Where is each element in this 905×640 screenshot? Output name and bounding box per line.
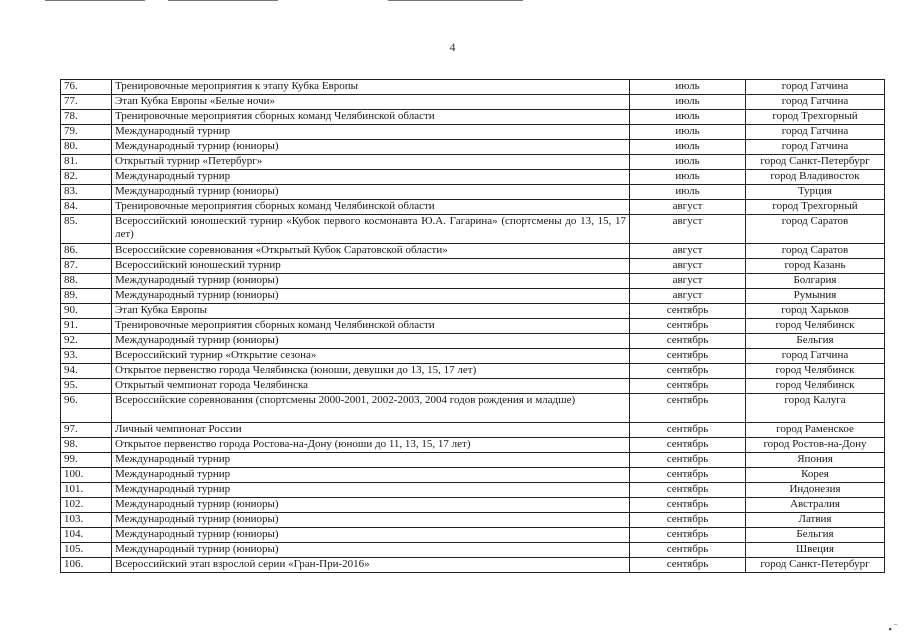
event-name-cell: Этап Кубка Европы	[112, 304, 630, 319]
row-number-cell: 85.	[61, 215, 112, 244]
row-number-cell: 98.	[61, 438, 112, 453]
row-number-cell: 83.	[61, 185, 112, 200]
row-number-cell: 86.	[61, 244, 112, 259]
row-number-cell: 96.	[61, 394, 112, 423]
table-row	[61, 95, 885, 110]
event-place-cell: город Трехгорный	[746, 110, 885, 125]
event-name-cell: Этап Кубка Европы «Белые ночи»	[112, 95, 630, 110]
table-row	[61, 244, 885, 259]
row-number-cell: 102.	[61, 498, 112, 513]
event-month-cell: август	[630, 259, 746, 274]
event-place-cell: город Санкт-Петербург	[746, 155, 885, 170]
event-place-cell: Бельгия	[746, 334, 885, 349]
event-month-cell: август	[630, 215, 746, 244]
row-number-cell: 91.	[61, 319, 112, 334]
table-row	[61, 319, 885, 334]
row-number-cell: 89.	[61, 289, 112, 304]
events-schedule-body	[61, 80, 885, 573]
events-schedule-table	[60, 79, 885, 573]
event-place-cell: Корея	[746, 468, 885, 483]
row-number-cell: 78.	[61, 110, 112, 125]
event-name-cell: Всероссийские соревнования «Открытый Кубок Саратовской области»	[112, 244, 630, 259]
row-number-cell: 105.	[61, 543, 112, 558]
row-number-cell: 87.	[61, 259, 112, 274]
event-name-cell: Всероссийский юношеский турнир «Кубок первого космонавта Ю.А. Гагарина» (спортсмены до 13, 15, 17 лет)	[112, 215, 630, 244]
table-row	[61, 394, 885, 423]
table-row	[61, 155, 885, 170]
row-number-cell: 104.	[61, 528, 112, 543]
table-row	[61, 349, 885, 364]
row-number-cell: 90.	[61, 304, 112, 319]
row-number-cell: 101.	[61, 483, 112, 498]
event-place-cell: Япония	[746, 453, 885, 468]
event-place-cell: город Калуга	[746, 394, 885, 423]
event-month-cell: сентябрь	[630, 334, 746, 349]
event-month-cell: сентябрь	[630, 394, 746, 423]
event-place-cell: Австралия	[746, 498, 885, 513]
event-name-cell: Тренировочные мероприятия сборных команд Челябинской области	[112, 110, 630, 125]
event-name-cell: Международный турнир (юниоры)	[112, 543, 630, 558]
event-place-cell: Турция	[746, 185, 885, 200]
table-row	[61, 304, 885, 319]
event-month-cell: август	[630, 274, 746, 289]
event-month-cell: сентябрь	[630, 498, 746, 513]
top-scan-marks	[0, 0, 905, 4]
event-place-cell: Бельгия	[746, 528, 885, 543]
event-place-cell: город Казань	[746, 259, 885, 274]
table-row	[61, 453, 885, 468]
event-place-cell: город Санкт-Петербург	[746, 558, 885, 573]
event-month-cell: сентябрь	[630, 319, 746, 334]
table-row	[61, 259, 885, 274]
row-number-cell: 79.	[61, 125, 112, 140]
row-number-cell: 81.	[61, 155, 112, 170]
event-name-cell: Открытый чемпионат города Челябинска	[112, 379, 630, 394]
event-name-cell: Международный турнир (юниоры)	[112, 498, 630, 513]
corner-scan-mark: ▪ ‾	[888, 624, 897, 634]
table-row	[61, 483, 885, 498]
event-month-cell: июль	[630, 140, 746, 155]
row-number-cell: 106.	[61, 558, 112, 573]
event-place-cell: Индонезия	[746, 483, 885, 498]
event-name-cell: Открытый турнир «Петербург»	[112, 155, 630, 170]
table-row	[61, 125, 885, 140]
row-number-cell: 92.	[61, 334, 112, 349]
table-row	[61, 110, 885, 125]
event-place-cell: город Челябинск	[746, 319, 885, 334]
event-name-cell: Всероссийский юношеский турнир	[112, 259, 630, 274]
event-month-cell: июль	[630, 80, 746, 95]
event-place-cell: город Саратов	[746, 215, 885, 244]
row-number-cell: 97.	[61, 423, 112, 438]
event-place-cell: город Гатчина	[746, 125, 885, 140]
event-place-cell: Болгария	[746, 274, 885, 289]
table-row	[61, 528, 885, 543]
table-row	[61, 215, 885, 244]
event-month-cell: сентябрь	[630, 438, 746, 453]
table-row	[61, 543, 885, 558]
event-name-cell: Международный турнир	[112, 125, 630, 140]
row-number-cell: 93.	[61, 349, 112, 364]
event-month-cell: август	[630, 244, 746, 259]
row-number-cell: 80.	[61, 140, 112, 155]
event-name-cell: Международный турнир	[112, 453, 630, 468]
row-number-cell: 100.	[61, 468, 112, 483]
event-place-cell: город Ростов-на-Дону	[746, 438, 885, 453]
event-place-cell: город Саратов	[746, 244, 885, 259]
event-month-cell: август	[630, 289, 746, 304]
event-month-cell: сентябрь	[630, 364, 746, 379]
event-name-cell: Всероссийский турнир «Открытие сезона»	[112, 349, 630, 364]
table-row	[61, 289, 885, 304]
table-row	[61, 274, 885, 289]
event-place-cell: город Гатчина	[746, 140, 885, 155]
table-row	[61, 513, 885, 528]
event-place-cell: Швеция	[746, 543, 885, 558]
event-name-cell: Международный турнир (юниоры)	[112, 289, 630, 304]
event-month-cell: июль	[630, 110, 746, 125]
event-month-cell: сентябрь	[630, 468, 746, 483]
event-name-cell: Личный чемпионат России	[112, 423, 630, 438]
event-month-cell: сентябрь	[630, 349, 746, 364]
event-name-cell: Международный турнир	[112, 468, 630, 483]
event-month-cell: сентябрь	[630, 423, 746, 438]
row-number-cell: 76.	[61, 80, 112, 95]
table-row	[61, 379, 885, 394]
table-row	[61, 334, 885, 349]
event-month-cell: сентябрь	[630, 304, 746, 319]
row-number-cell: 99.	[61, 453, 112, 468]
event-place-cell: город Харьков	[746, 304, 885, 319]
event-month-cell: сентябрь	[630, 528, 746, 543]
event-name-cell: Международный турнир (юниоры)	[112, 513, 630, 528]
event-name-cell: Открытое первенство города Ростова-на-Дону (юноши до 11, 13, 15, 17 лет)	[112, 438, 630, 453]
event-place-cell: город Челябинск	[746, 379, 885, 394]
event-place-cell: город Гатчина	[746, 95, 885, 110]
event-month-cell: сентябрь	[630, 543, 746, 558]
event-place-cell: город Челябинск	[746, 364, 885, 379]
event-name-cell: Всероссийские соревнования (спортсмены 2000-2001, 2002-2003, 2004 годов рождения и младше)	[112, 394, 630, 423]
event-month-cell: июль	[630, 170, 746, 185]
event-month-cell: июль	[630, 155, 746, 170]
event-month-cell: июль	[630, 125, 746, 140]
table-row	[61, 498, 885, 513]
row-number-cell: 77.	[61, 95, 112, 110]
table-row	[61, 468, 885, 483]
event-month-cell: сентябрь	[630, 513, 746, 528]
event-name-cell: Тренировочные мероприятия сборных команд Челябинской области	[112, 319, 630, 334]
table-row	[61, 423, 885, 438]
table-row	[61, 80, 885, 95]
table-row	[61, 364, 885, 379]
event-month-cell: август	[630, 200, 746, 215]
event-place-cell: город Раменское	[746, 423, 885, 438]
event-name-cell: Тренировочные мероприятия сборных команд Челябинской области	[112, 200, 630, 215]
table-row	[61, 558, 885, 573]
event-month-cell: сентябрь	[630, 483, 746, 498]
event-place-cell: Румыния	[746, 289, 885, 304]
event-month-cell: сентябрь	[630, 558, 746, 573]
table-row	[61, 438, 885, 453]
event-month-cell: сентябрь	[630, 379, 746, 394]
event-place-cell: город Гатчина	[746, 80, 885, 95]
event-month-cell: июль	[630, 185, 746, 200]
event-name-cell: Тренировочные мероприятия к этапу Кубка Европы	[112, 80, 630, 95]
event-month-cell: июль	[630, 95, 746, 110]
event-place-cell: город Трехгорный	[746, 200, 885, 215]
row-number-cell: 103.	[61, 513, 112, 528]
table-row	[61, 140, 885, 155]
table-row	[61, 200, 885, 215]
table-row	[61, 170, 885, 185]
event-name-cell: Международный турнир (юниоры)	[112, 528, 630, 543]
table-row	[61, 185, 885, 200]
event-name-cell: Международный турнир	[112, 483, 630, 498]
event-name-cell: Международный турнир (юниоры)	[112, 140, 630, 155]
event-name-cell: Международный турнир (юниоры)	[112, 274, 630, 289]
page-number: 4	[449, 40, 456, 54]
event-name-cell: Международный турнир (юниоры)	[112, 185, 630, 200]
event-place-cell: город Владивосток	[746, 170, 885, 185]
event-name-cell: Открытое первенство города Челябинска (юноши, девушки до 13, 15, 17 лет)	[112, 364, 630, 379]
event-name-cell: Международный турнир (юниоры)	[112, 334, 630, 349]
row-number-cell: 88.	[61, 274, 112, 289]
row-number-cell: 82.	[61, 170, 112, 185]
event-place-cell: Латвия	[746, 513, 885, 528]
row-number-cell: 95.	[61, 379, 112, 394]
event-name-cell: Международный турнир	[112, 170, 630, 185]
row-number-cell: 84.	[61, 200, 112, 215]
event-month-cell: сентябрь	[630, 453, 746, 468]
event-place-cell: город Гатчина	[746, 349, 885, 364]
event-name-cell: Всероссийский этап взрослой серии «Гран-При-2016»	[112, 558, 630, 573]
row-number-cell: 94.	[61, 364, 112, 379]
